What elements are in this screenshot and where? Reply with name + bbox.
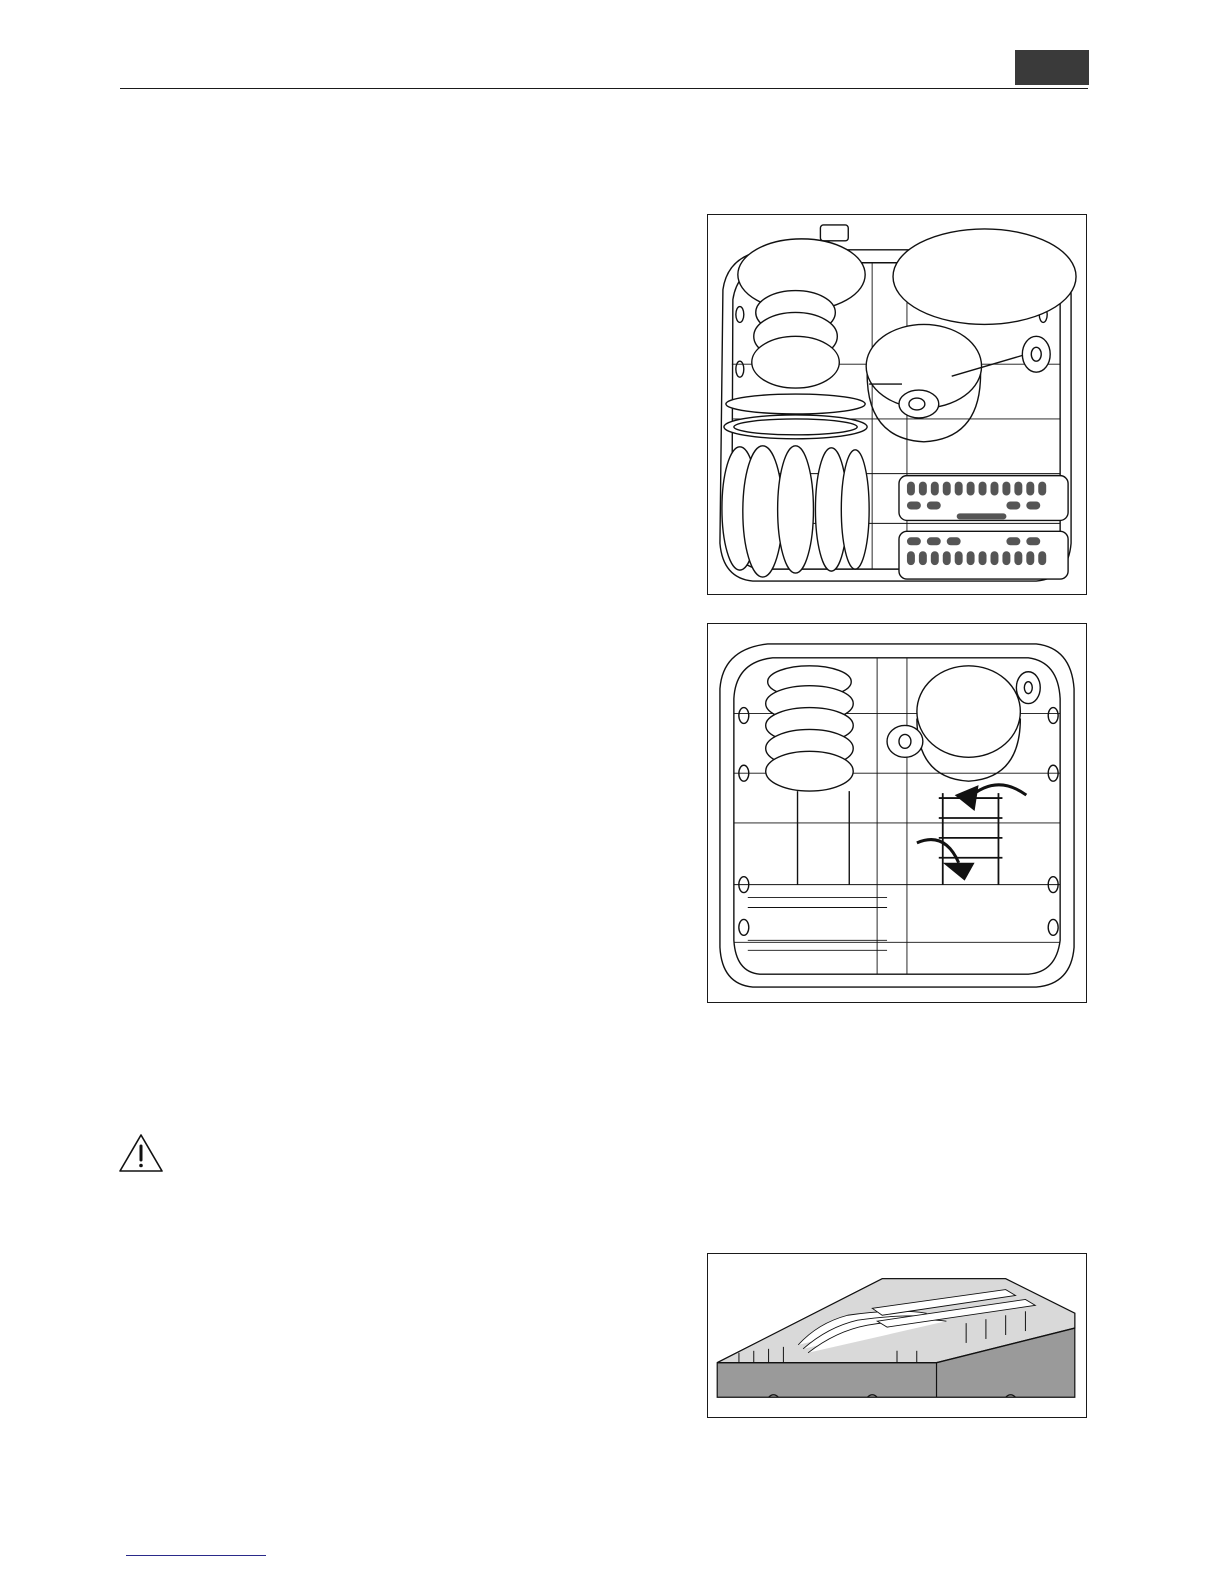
header-rule: [120, 88, 1088, 89]
footer-link-rule: [126, 1555, 266, 1556]
upper-basket-loaded-dishes-figure: [707, 214, 1087, 595]
cutlery-tray-figure: [707, 1253, 1087, 1418]
warning-triangle-icon: [117, 1132, 165, 1174]
page-number-tab: [1015, 50, 1089, 85]
basket-folding-racks-figure: [707, 623, 1087, 1003]
